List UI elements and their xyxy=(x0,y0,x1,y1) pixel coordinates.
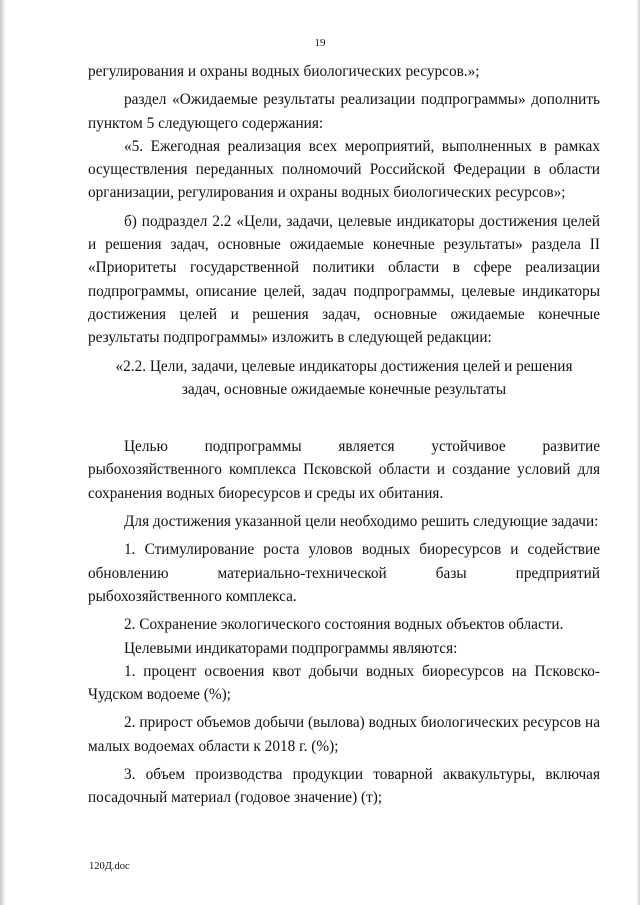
paragraph-goal: Целью подпрограммы является устойчивое развитие рыбохозяйственного комплекса Псковской области и создание условий для сохранения водных биоресурсов и среды их обитания. xyxy=(88,438,600,502)
scan-edge-right xyxy=(636,0,640,905)
paragraph-continuation: регулирования и охраны водных биологических ресурсов.»; xyxy=(88,63,480,80)
paragraph-item-5: «5. Ежегодная реализация всех мероприятий, выполненных в рамках осуществления переданных полномочий Российской Федерации в области организации, регулирования и охраны водных биологических ресурсов»; xyxy=(88,137,600,202)
paragraph-task-1: 1. Стимулирование роста уловов водных биоресурсов и содействие обновлению материально-технической базы предприятий рыбохозяйственного комплекса. xyxy=(88,541,600,605)
section-heading-line-1: «2.2. Цели, задачи, целевые индикаторы достижения целей и решения xyxy=(115,357,573,375)
paragraph-indicator-3: 3. объем производства продукции товарной аквакультуры, включая посадочный материал (годовое значение) (т); xyxy=(88,766,600,807)
paragraph-section-expected-results: раздел «Ожидаемые результаты реализации подпрограммы» дополнить пунктом 5 следующего содержания: xyxy=(88,91,600,132)
paragraph-indicators-intro: Целевыми индикаторами подпрограммы являются: xyxy=(124,639,458,657)
document-body xyxy=(88,60,600,810)
paragraph-indicator-1: 1. процент освоения квот добычи водных биоресурсов на Псковско-Чудском водоеме (%); xyxy=(88,662,600,704)
paragraph-subsection-b: б) подраздел 2.2 «Цели, задачи, целевые индикаторы достижения целей и решения задач, основные ожидаемые конечные результаты» раздела II «Приоритеты государственной политики области в сфере реализации подпрограммы, описание целей, задач подпрограммы, целевые индикаторы достижения целей и решения задач, основные ожидаемые конечные результаты подпрограммы» изложить в следующей редакции: xyxy=(88,212,600,347)
scan-edge-left xyxy=(0,0,6,905)
paragraph-tasks-intro: Для достижения указанной цели необходимо решить следующие задачи: xyxy=(124,513,599,531)
page-number: 19 xyxy=(314,37,326,49)
paragraph-task-2: 2. Сохранение экологического состояния водных объектов области. xyxy=(124,616,564,634)
section-heading-line-2: задач, основные ожидаемые конечные результаты xyxy=(181,380,507,398)
paragraph-indicator-2: 2. прирост объемов добычи (вылова) водных биологических ресурсов на малых водоемах области к 2018 г. (%); xyxy=(88,714,600,755)
footer-filename: 120Д.doc xyxy=(89,861,130,872)
